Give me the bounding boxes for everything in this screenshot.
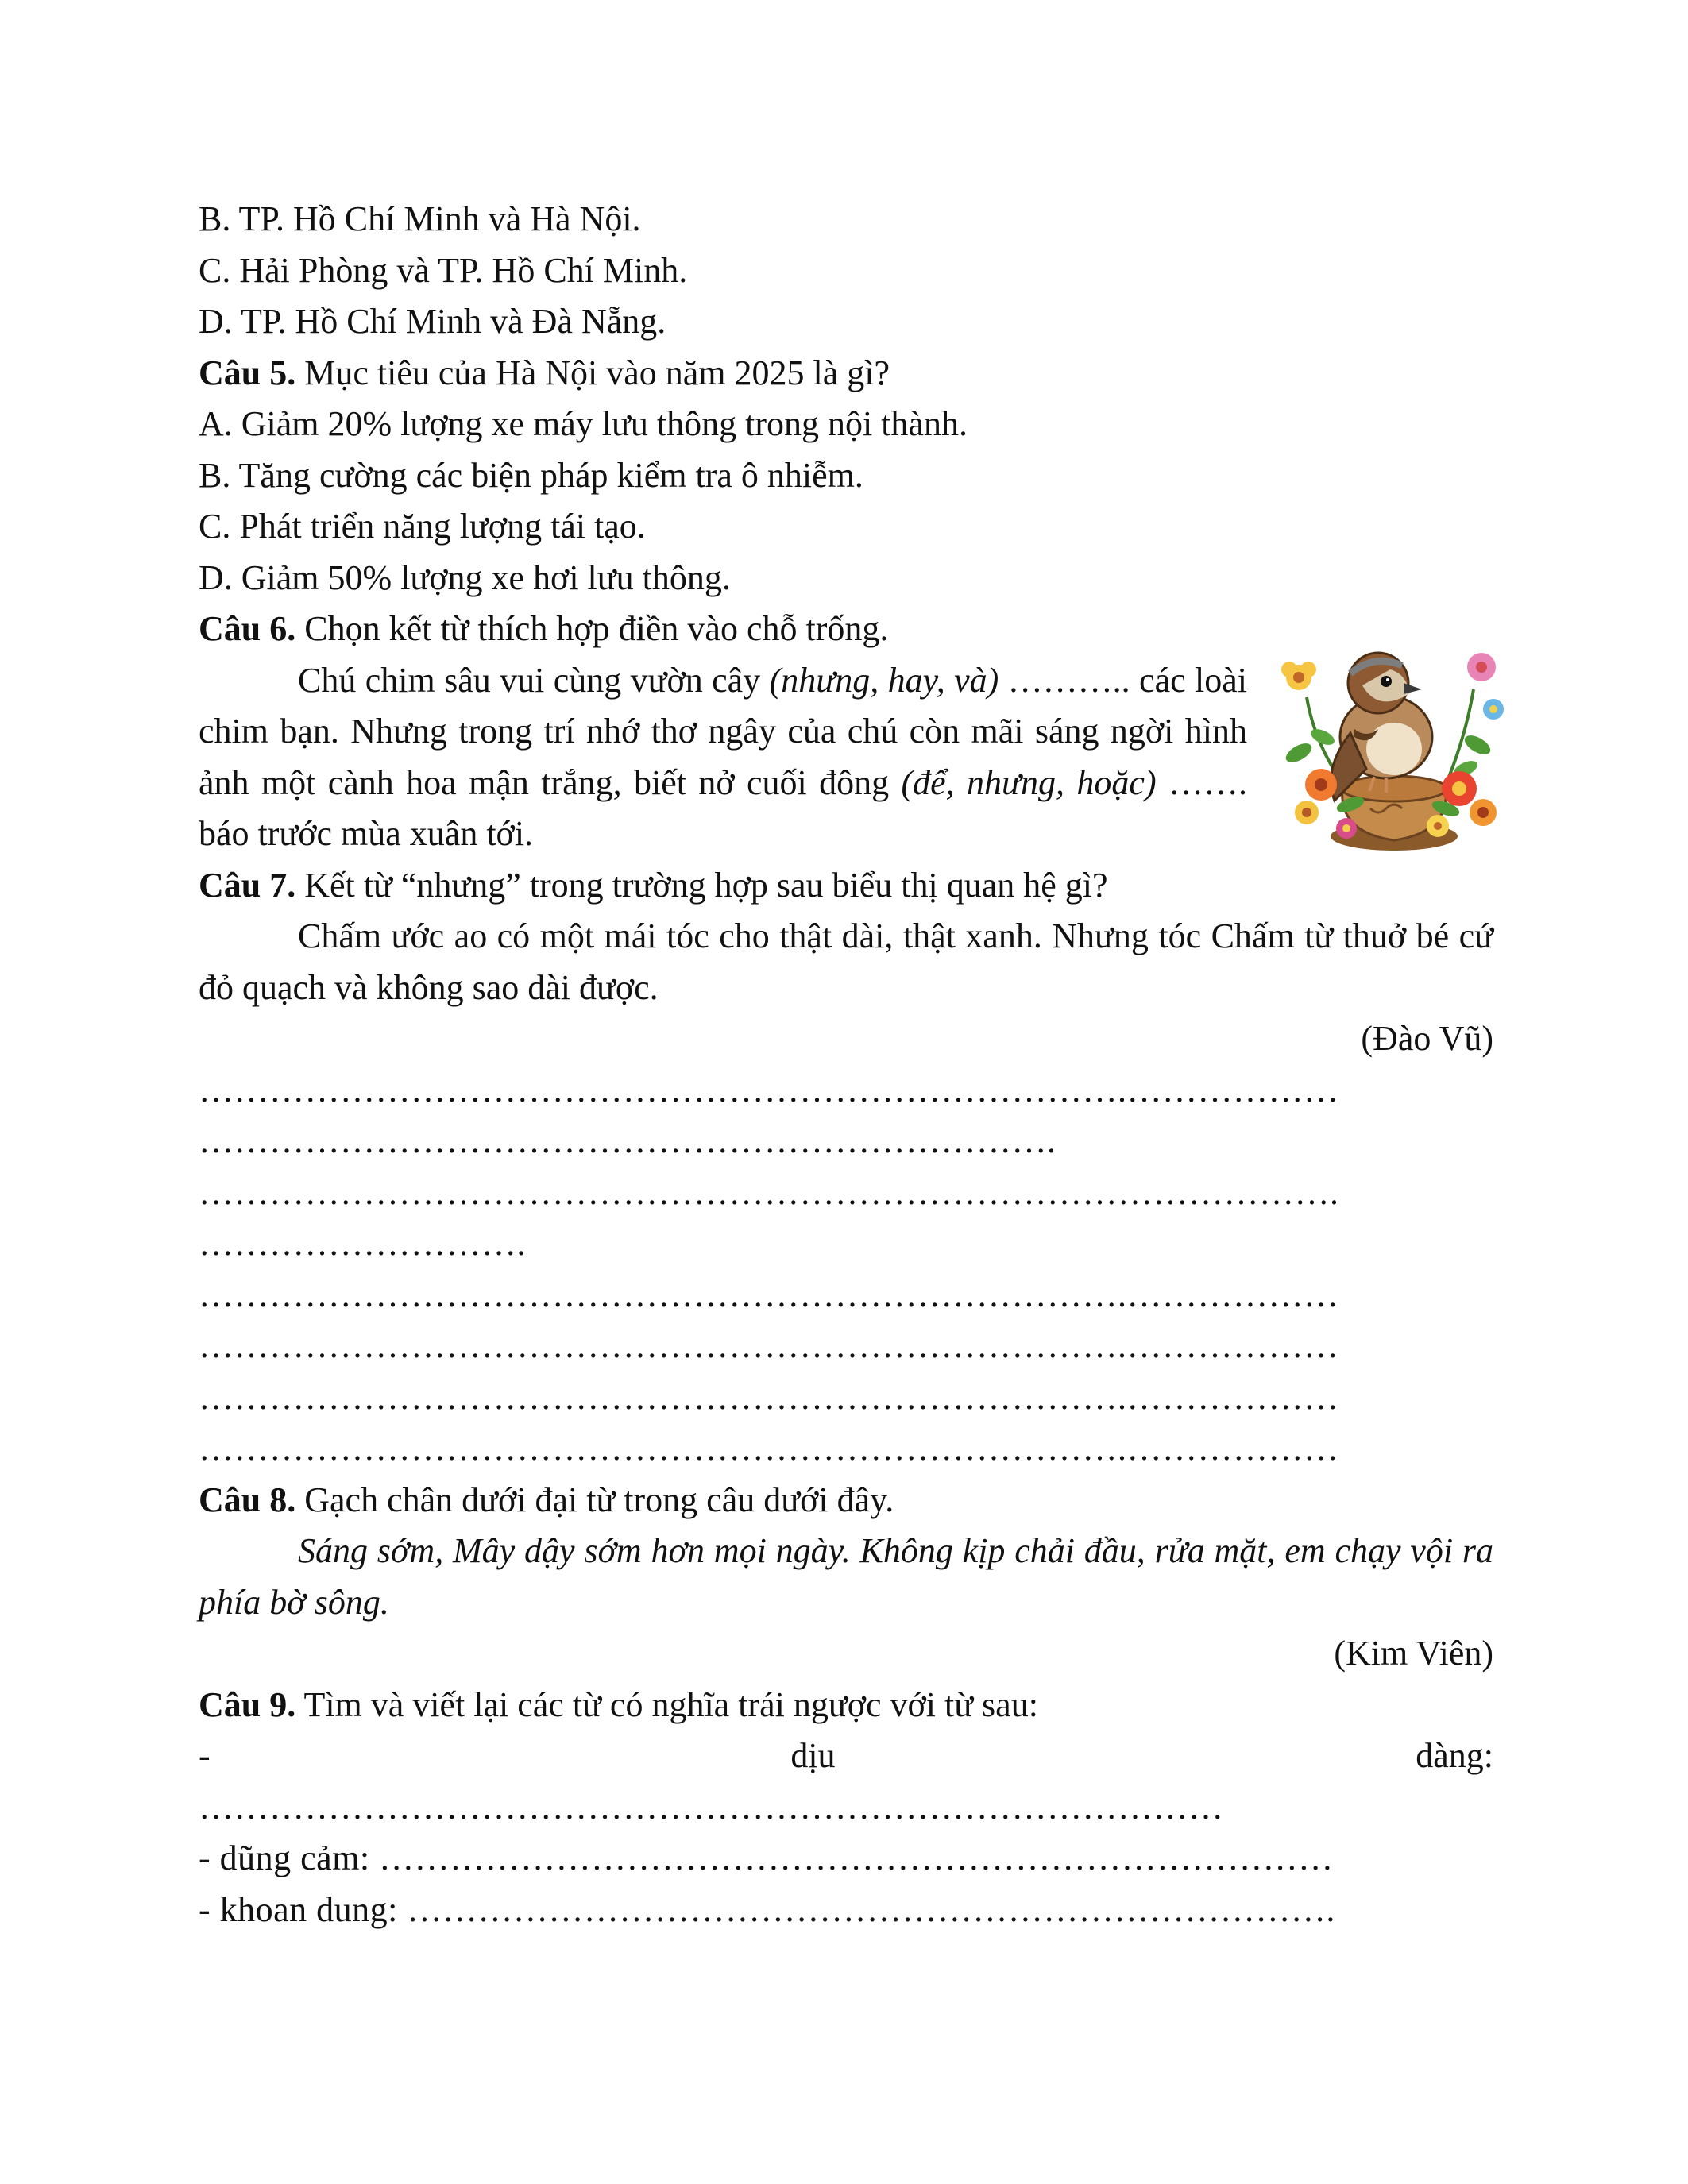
q7-answer-line-6[interactable]: …………………………………………………………………….………………: [199, 1326, 1339, 1365]
q9-item-1-dash: -: [199, 1736, 211, 1775]
q5-heading: [199, 348, 1493, 399]
q7-answer-line-8[interactable]: …………………………………………………………………….………………: [199, 1429, 1339, 1468]
q6-heading: [199, 604, 1493, 655]
q6-label: Câu 6.: [199, 609, 296, 648]
q8-source: (Kim Viên): [1334, 1634, 1493, 1673]
q7-passage: Chấm ước ao có một mái tóc cho thật dài, thật xanh. Nhưng tóc Chấm từ thuở bé cứ đỏ quạch và không sao dài được.: [199, 916, 1493, 1007]
q6-block: [199, 604, 1493, 860]
q9-item-2[interactable]: - dũng cảm: ………………………………………………………………………: [199, 1839, 1334, 1877]
q5-option-d: D. Giảm 50% lượng xe hơi lưu thông.: [199, 558, 731, 597]
q9-item-1-word2: dàng:: [1416, 1736, 1493, 1775]
q7-answer-line-4[interactable]: ……………………….: [199, 1224, 526, 1263]
worksheet-page: [199, 194, 1493, 1935]
q6-passage: [199, 655, 1247, 860]
q8-passage: Sáng sớm, Mây dậy sớm hơn mọi ngày. Không kịp chải đầu, rửa mặt, em chạy vội ra phía bờ sông.: [199, 1531, 1493, 1622]
bird-flowerpot-illustration: [1275, 650, 1505, 856]
q7-answer-line-2[interactable]: ……………………………………………………………….: [199, 1121, 1056, 1160]
q6-passage-part2: ……….. các loài chim bạn. Nhưng trong trí nhớ thơ ngây của chú còn mãi sáng ngời hình ảnh một cành hoa mận trắng, biết nở cuối đông: [199, 660, 1247, 802]
q6-choice-2: (để, nhưng, hoặc): [901, 762, 1157, 802]
q7-label: Câu 7.: [199, 865, 296, 905]
q4-option-d: D. TP. Hồ Chí Minh và Đà Nẵng.: [199, 302, 666, 341]
q7-heading: [199, 860, 1493, 912]
q7-text: Kết từ “nhưng” trong trường hợp sau biểu thị quan hệ gì?: [295, 865, 1108, 905]
q6-passage-part1: Chú chim sâu vui cùng vườn cây: [298, 660, 770, 700]
q9-item-1: [199, 1731, 1493, 1782]
q5-text: Mục tiêu của Hà Nội vào năm 2025 là gì?: [295, 353, 890, 392]
flower-yellow-left: [1281, 662, 1316, 690]
q9-heading: [199, 1680, 1493, 1731]
q7-answer-line-5[interactable]: …………………………………………………………………….………………: [199, 1275, 1339, 1314]
q8-label: Câu 8.: [199, 1480, 296, 1519]
q6-text: Chọn kết từ thích hợp điền vào chỗ trống.: [295, 609, 889, 648]
q8-text: Gạch chân dưới đại từ trong câu dưới đây.: [295, 1480, 894, 1519]
q9-item-1-answer[interactable]: ……………………………………………………………………………: [199, 1787, 1224, 1827]
q4-option-c: C. Hải Phòng và TP. Hồ Chí Minh.: [199, 250, 688, 290]
q4-option-b: B. TP. Hồ Chí Minh và Hà Nội.: [199, 199, 641, 238]
q7-answer-line-7[interactable]: …………………………………………………………………….………………: [199, 1377, 1339, 1417]
q9-label: Câu 9.: [199, 1684, 296, 1724]
q7-answer-line-1[interactable]: …………………………………………………………………….………………: [199, 1070, 1339, 1109]
q5-option-a: A. Giảm 20% lượng xe máy lưu thông trong nội thành.: [199, 404, 968, 443]
q7-source: (Đào Vũ): [1361, 1019, 1493, 1058]
q9-item-1-word: dịu: [790, 1736, 836, 1775]
q8-heading: [199, 1475, 1493, 1526]
q6-choice-1: (nhưng, hay, và): [769, 660, 999, 700]
q9-item-3[interactable]: - khoan dung: …………………………………………………………………….: [199, 1889, 1335, 1929]
q7-answer-line-3[interactable]: …………………………………………………………………………………….: [199, 1172, 1339, 1212]
q6-passage-part3: ……. báo trước mùa xuân tới.: [199, 762, 1248, 853]
q5-option-c: C. Phát triển năng lượng tái tạo.: [199, 507, 646, 546]
q9-text: Tìm và viết lại các từ có nghĩa trái ngược với từ sau:: [295, 1684, 1038, 1724]
q5-label: Câu 5.: [199, 353, 296, 392]
q5-option-b: B. Tăng cường các biện pháp kiểm tra ô nhiễm.: [199, 455, 863, 495]
